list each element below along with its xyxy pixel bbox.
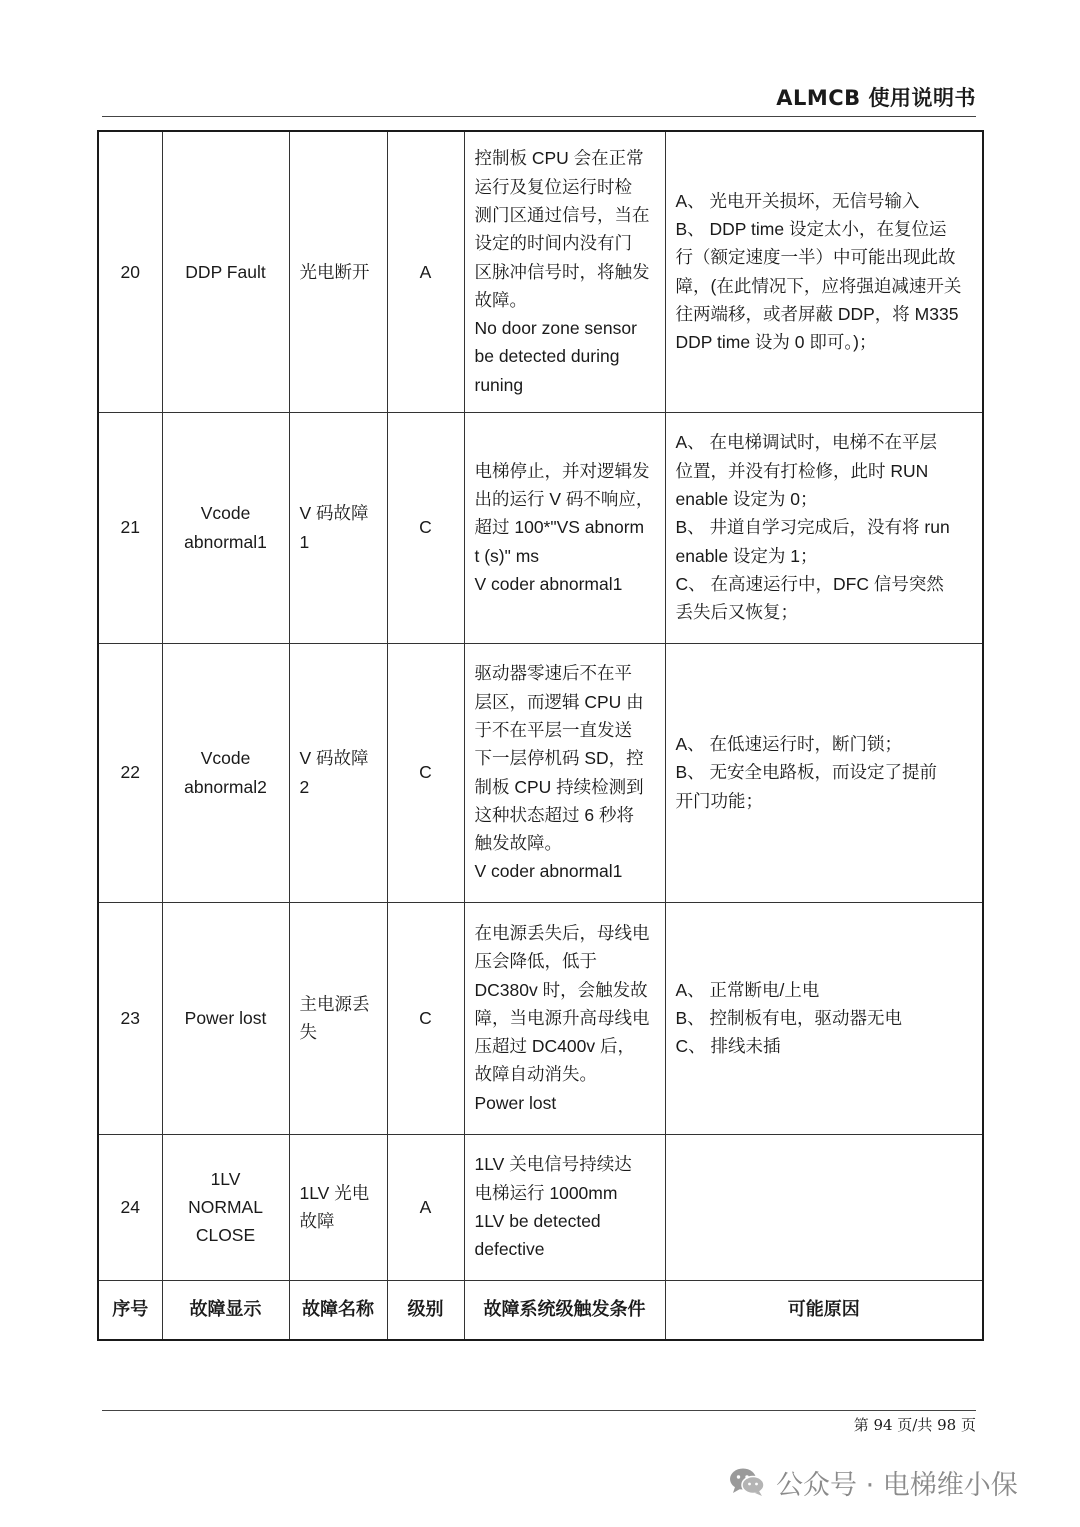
cell-line: 测门区通过信号，当在 — [474, 205, 650, 225]
wechat-icon — [728, 1466, 766, 1498]
cell-line: Power lost — [184, 1007, 267, 1028]
cell-line: B、 DDP time 设定太小，在复位运 — [675, 219, 947, 240]
cell-line: A、 光电开关损坏，无信号输入 — [675, 190, 920, 211]
cell-line: 下一层停机码 SD，控 — [474, 748, 644, 769]
cell-line: 障，(在此情况下，应将强迫减速开关 — [675, 275, 962, 296]
cell-line: 1LV — [210, 1168, 241, 1189]
cell-line: defective — [474, 1239, 545, 1260]
cell-number: 24 — [98, 1134, 162, 1280]
cell-line: 出的运行 V 码不响应， — [474, 489, 654, 510]
cell-possible-cause — [665, 131, 983, 412]
cell-line: 故障 — [299, 1211, 335, 1231]
cell-line: abnormal2 — [184, 776, 267, 797]
cell-line: C、 在高速运行中，DFC 信号突然 — [675, 573, 944, 594]
cell-line: enable 设定为 1； — [675, 545, 818, 566]
fault-code-table — [97, 130, 984, 1341]
cell-number: 20 — [98, 131, 162, 412]
cell-fault-name — [289, 643, 387, 902]
cell-line: 运行及复位运行时检 — [474, 176, 632, 197]
cell-fault-name — [289, 131, 387, 412]
cell-line: 驱动器零速后不在平 — [474, 663, 632, 684]
cell-line: 行（额定速度一半）中可能出现此故 — [675, 247, 956, 268]
cell-line: 这种状态超过 6 秒将 — [474, 804, 634, 825]
cell-possible-cause — [665, 1134, 983, 1280]
cell-line: 开门功能； — [675, 790, 763, 811]
column-header-fault-name: 故障名称 — [289, 1280, 387, 1340]
cell-line: B、 控制板有电，驱动器无电 — [675, 1007, 903, 1028]
cell-line: 故障。 — [474, 289, 527, 310]
watermark — [728, 1462, 1058, 1502]
cell-line: 制板 CPU 持续检测到 — [474, 776, 644, 797]
cell-level: C — [387, 412, 464, 643]
cell-line: 控制板 CPU 会在正常 — [474, 148, 644, 169]
cell-line: A、 在电梯调试时，电梯不在平层 — [675, 432, 938, 453]
cell-number: 21 — [98, 412, 162, 643]
page-number: 第 94 页/共 98 页 — [853, 1416, 976, 1434]
table-row — [98, 412, 983, 643]
column-header-level: 级别 — [387, 1280, 464, 1340]
cell-trigger-condition — [464, 643, 665, 902]
cell-line: 于不在平层一直发送 — [474, 719, 632, 740]
cell-level: A — [387, 131, 464, 412]
cell-possible-cause — [665, 643, 983, 902]
cell-line: NORMAL — [188, 1196, 263, 1217]
cell-possible-cause — [665, 412, 983, 643]
cell-fault-name — [289, 902, 387, 1134]
table-row — [98, 902, 983, 1134]
cell-line: abnormal1 — [184, 531, 267, 552]
table-column-headers — [98, 1280, 983, 1340]
cell-line: 层区，而逻辑 CPU 由 — [474, 691, 644, 712]
cell-level: A — [387, 1134, 464, 1280]
cell-line: CLOSE — [195, 1225, 256, 1246]
cell-number: 22 — [98, 643, 162, 902]
column-header-number: 序号 — [98, 1280, 162, 1340]
cell-line: 主电源丢 — [299, 993, 370, 1014]
cell-line: A、 在低速运行时，断门锁； — [675, 734, 903, 755]
cell-trigger-condition — [464, 412, 665, 643]
cell-line: 电梯运行 1000mm — [474, 1182, 618, 1203]
table-row — [98, 131, 983, 412]
table-row — [98, 643, 983, 902]
cell-line: 电梯停止，并对逻辑发 — [474, 460, 650, 481]
cell-line: 故障自动消失。 — [474, 1064, 597, 1085]
document-title: ALMCB 使用说明书 — [776, 86, 976, 110]
cell-line: 1LV 关电信号持续达 — [474, 1154, 632, 1175]
cell-line: 失 — [299, 1022, 317, 1042]
cell-line: DDP Fault — [185, 261, 266, 282]
cell-line: 丢失后又恢复； — [675, 602, 798, 623]
cell-line: 设定的时间内没有门 — [474, 233, 632, 254]
cell-line: Vcode — [200, 503, 251, 524]
cell-line: 1LV be detected — [474, 1211, 601, 1231]
cell-line: B、 井道自学习完成后，没有将 run — [675, 517, 950, 538]
cell-trigger-condition — [464, 902, 665, 1134]
cell-line: 触发故障。 — [474, 833, 562, 854]
cell-line: V 码故障 — [299, 748, 369, 769]
column-header-possible-cause: 可能原因 — [665, 1280, 983, 1340]
column-header-fault-display: 故障显示 — [162, 1280, 289, 1340]
cell-line: 1 — [299, 531, 310, 552]
cell-fault-display — [162, 902, 289, 1134]
cell-level: C — [387, 902, 464, 1134]
cell-line: Vcode — [200, 748, 251, 769]
cell-line: 往两端移，或者屏蔽 DDP，将 M335 — [675, 304, 959, 325]
cell-fault-name — [289, 412, 387, 643]
cell-line: V coder abnormal1 — [474, 573, 623, 594]
cell-line: 在电源丢失后，母线电 — [474, 922, 650, 943]
cell-number: 23 — [98, 902, 162, 1134]
cell-line: 2 — [299, 776, 310, 797]
cell-fault-display — [162, 1134, 289, 1280]
cell-level: C — [387, 643, 464, 902]
cell-line: DC380v 时，会触发故 — [474, 979, 648, 1000]
cell-line: C、 排线未插 — [675, 1036, 781, 1057]
column-header-trigger-condition: 故障系统级触发条件 — [464, 1280, 665, 1340]
table-row — [98, 1134, 983, 1280]
cell-trigger-condition — [464, 131, 665, 412]
footer-divider — [102, 1410, 976, 1411]
cell-line: DDP time 设为 0 即可。)； — [675, 332, 877, 353]
cell-line: enable 设定为 0； — [675, 489, 818, 510]
cell-line: Power lost — [474, 1092, 557, 1113]
cell-fault-display — [162, 131, 289, 412]
cell-line: 压超过 DC400v 后， — [474, 1036, 635, 1057]
cell-line: be detected during — [474, 346, 620, 367]
header-divider — [102, 116, 976, 117]
cell-line: 区脉冲信号时，将触发 — [474, 261, 650, 282]
cell-line: 位置，并没有打检修，此时 RUN — [675, 460, 929, 481]
cell-line: No door zone sensor — [474, 318, 637, 339]
cell-fault-display — [162, 643, 289, 902]
cell-line: runing — [474, 374, 524, 395]
watermark-text: 公众号 · 电梯维小保 — [776, 1469, 1018, 1501]
cell-line: 压会降低，低于 — [474, 951, 597, 972]
cell-fault-name — [289, 1134, 387, 1280]
cell-line: V 码故障 — [299, 503, 369, 524]
cell-line: A、 正常断电/上电 — [675, 979, 820, 1000]
cell-line: B、 无安全电路板，而设定了提前 — [675, 762, 938, 783]
cell-possible-cause — [665, 902, 983, 1134]
cell-line: 1LV 光电 — [299, 1182, 370, 1203]
cell-line: 超过 100*"VS abnorm — [474, 517, 645, 538]
cell-line: 光电断开 — [299, 261, 370, 282]
cell-line: V coder abnormal1 — [474, 861, 623, 882]
cell-line: t (s)" ms — [474, 545, 540, 566]
cell-trigger-condition — [464, 1134, 665, 1280]
cell-fault-display — [162, 412, 289, 643]
cell-line: 障，当电源升高母线电 — [474, 1007, 650, 1028]
